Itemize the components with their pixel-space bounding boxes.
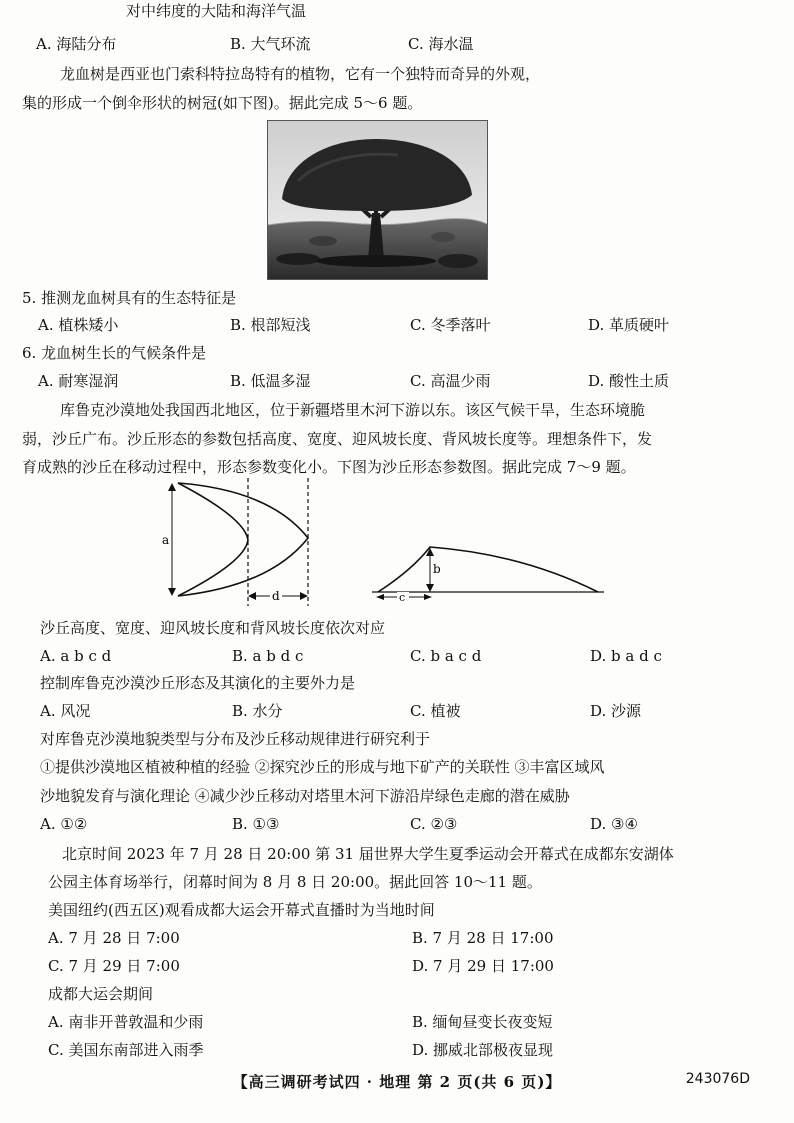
intro-10-11-line1: 北京时间 2023 年 7 月 28 日 20:00 第 31 届世界大学生夏季运动会开幕式在成都东安湖体 xyxy=(62,845,674,863)
q6-option-c: C. 高温少雨 xyxy=(410,372,491,390)
page-footer-code: 243076D xyxy=(685,1071,750,1087)
q11-option-b: B. 缅甸昼变长夜变短 xyxy=(412,1013,553,1031)
q10-option-b: B. 7 月 28 日 17:00 xyxy=(412,929,554,947)
diagram-label-b: b xyxy=(433,562,441,576)
q4-option-b: B. 大气环流 xyxy=(230,35,311,53)
intro-7-9-line1: 库鲁克沙漠地处我国西北地区，位于新疆塔里木河下游以东。该区气候干旱，生态环境脆 xyxy=(60,401,646,419)
dune-profile-diagram xyxy=(372,540,604,602)
top-fragment-text: 对中纬度的大陆和海洋气温 xyxy=(126,2,307,20)
q7-stem: 沙丘高度、宽度、迎风坡长度和背风坡长度依次对应 xyxy=(40,619,386,637)
q8-option-a: A. 风况 xyxy=(40,702,91,720)
q5-option-c: C. 冬季落叶 xyxy=(410,316,491,334)
q10-stem: 美国纽约(西五区)观看成都大运会开幕式直播时为当地时间 xyxy=(48,901,435,919)
intro-7-9-line2: 弱，沙丘广布。沙丘形态的参数包括高度、宽度、迎风坡长度、背风坡长度等。理想条件下，发 xyxy=(22,430,653,448)
intro-5-6-line1: 龙血树是西亚也门索科特拉岛特有的植物，它有一个独特而奇异的外观， xyxy=(60,65,541,83)
q11-stem: 成都大运会期间 xyxy=(48,985,154,1003)
q7-option-d: D. b a d c xyxy=(590,647,662,665)
q7-option-c: C. b a c d xyxy=(410,647,482,665)
q5-option-b: B. 根部短浅 xyxy=(230,316,311,334)
q9-option-d: D. ③④ xyxy=(590,815,638,833)
q11-option-c: C. 美国东南部进入雨季 xyxy=(48,1041,204,1059)
q9-statement-line2: 沙地貌发育与演化理论 ④减少沙丘移动对塔里木河下游沿岸绿色走廊的潜在威胁 xyxy=(40,787,570,805)
q9-statement-line1: ①提供沙漠地区植被种植的经验 ②探究沙丘的形成与地下矿产的关联性 ③丰富区域风 xyxy=(40,758,605,776)
q4-option-a: A. 海陆分布 xyxy=(36,35,117,53)
q8-option-d: D. 沙源 xyxy=(590,702,642,720)
dune-plan-diagram xyxy=(150,478,330,610)
q7-option-a: A. a b c d xyxy=(40,647,112,665)
q10-option-c: C. 7 月 29 日 7:00 xyxy=(48,957,180,975)
q7-option-b: B. a b d c xyxy=(232,647,304,665)
q5-option-d: D. 革质硬叶 xyxy=(588,316,670,334)
q10-option-d: D. 7 月 29 日 17:00 xyxy=(412,957,554,975)
diagram-label-d: d xyxy=(272,589,280,603)
intro-7-9-line3: 育成熟的沙丘在移动过程中，形态参数变化小。下图为沙丘形态参数图。据此完成 7～9 题。 xyxy=(22,458,636,476)
q9-stem: 对库鲁克沙漠地貌类型与分布及沙丘移动规律进行研究利于 xyxy=(40,730,431,748)
q5-stem: 5. 推测龙血树具有的生态特征是 xyxy=(22,289,237,307)
q11-option-d: D. 挪威北部极夜显现 xyxy=(412,1041,554,1059)
q6-option-d: D. 酸性土质 xyxy=(588,372,670,390)
dragon-blood-tree-photo xyxy=(267,120,488,280)
q8-stem: 控制库鲁克沙漠沙丘形态及其演化的主要外力是 xyxy=(40,674,356,692)
intro-5-6-line2: 集的形成一个倒伞形状的树冠(如下图)。据此完成 5～6 题。 xyxy=(22,94,423,112)
q6-option-a: A. 耐寒湿润 xyxy=(38,372,119,390)
q11-option-a: A. 南非开普敦温和少雨 xyxy=(48,1013,204,1031)
q4-option-c: C. 海水温 xyxy=(408,35,474,53)
intro-10-11-line2: 公园主体育场举行，闭幕时间为 8 月 8 日 20:00。据此回答 10～11 题。 xyxy=(48,873,542,891)
diagram-label-c: c xyxy=(399,591,406,602)
q9-option-a: A. ①② xyxy=(40,815,88,833)
q9-option-b: B. ①③ xyxy=(232,815,280,833)
q8-option-b: B. 水分 xyxy=(232,702,283,720)
diagram-label-a: a xyxy=(162,533,170,547)
q10-option-a: A. 7 月 28 日 7:00 xyxy=(48,929,180,947)
q6-option-b: B. 低温多湿 xyxy=(230,372,311,390)
q6-stem: 6. 龙血树生长的气候条件是 xyxy=(22,344,207,362)
q5-option-a: A. 植株矮小 xyxy=(38,316,119,334)
q8-option-c: C. 植被 xyxy=(410,702,461,720)
q9-option-c: C. ②③ xyxy=(410,815,458,833)
page-footer-title: 【高三调研考试四 · 地理 第 2 页(共 6 页)】 xyxy=(232,1073,562,1091)
